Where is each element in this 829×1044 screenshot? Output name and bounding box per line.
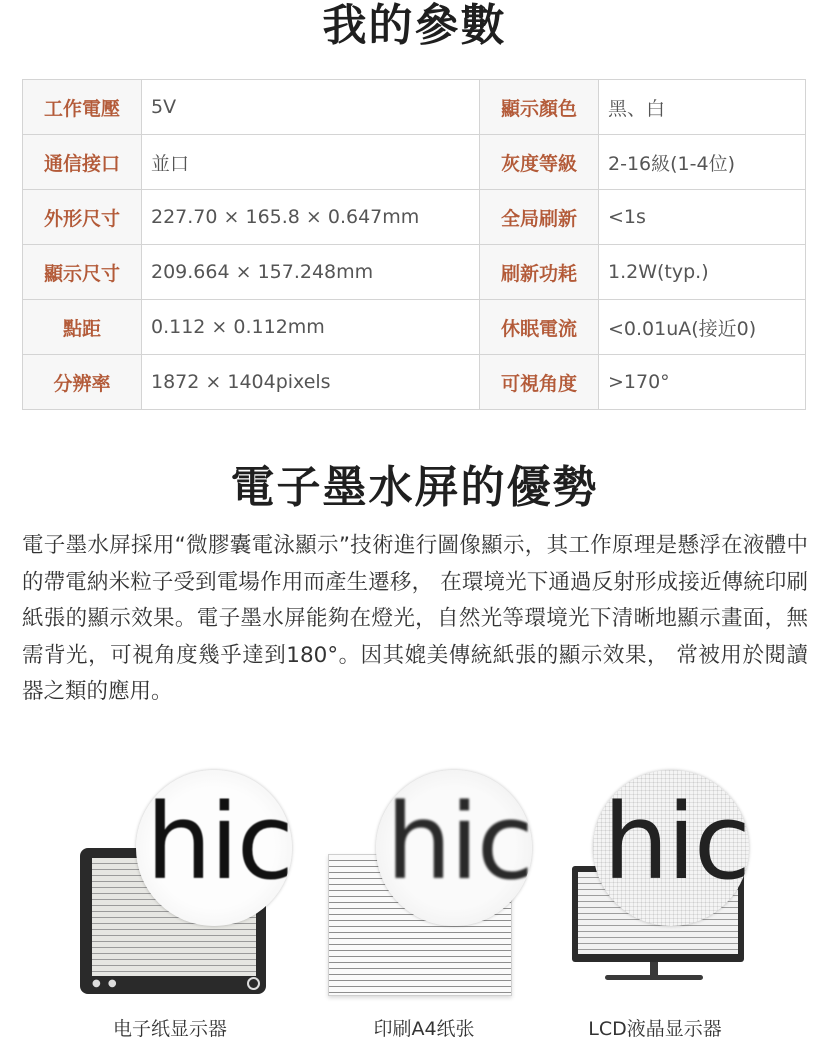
advantages-paragraph: 電子墨水屏採用“微膠囊電泳顯示”技術進行圖像顯示，其工作原理是懸浮在液體中的帶電納米粒子受到電場作用而產生遷移， 在環境光下通過反射形成接近傳統印刷紙張的顯示效果。電子墨水屏能夠在燈光，自然光等環境光下清晰地顯示畫面，無需背光，可視角度幾乎達到180°。因其媲美傳統紙張的顯示效果， 常被用於閱讀器之類的應用。 bbox=[22, 533, 808, 704]
param-key: 全局刷新 bbox=[480, 190, 599, 245]
magnifier-lens bbox=[136, 770, 292, 926]
param-value: 209.664 × 157.248mm bbox=[142, 245, 480, 300]
param-key: 可視角度 bbox=[480, 355, 599, 410]
params-title: 我的參數 bbox=[322, 0, 507, 51]
caption-epaper: 电子纸显示器 bbox=[112, 1018, 227, 1040]
param-key: 刷新功耗 bbox=[480, 245, 599, 300]
magnifier-lens bbox=[593, 770, 749, 926]
paper-figure bbox=[320, 770, 540, 1000]
param-value: 1.2W(typ.) bbox=[599, 245, 806, 300]
magnified-text: hic bbox=[386, 781, 532, 903]
caption-paper: 印刷A4纸张 bbox=[373, 1018, 475, 1040]
param-value: >170° bbox=[599, 355, 806, 410]
param-key: 灰度等級 bbox=[480, 135, 599, 190]
epaper-figure bbox=[78, 770, 303, 1000]
param-value: 0.112 × 0.112mm bbox=[142, 300, 480, 355]
magnified-text: hic bbox=[603, 781, 749, 903]
lcd-figure bbox=[565, 770, 765, 1000]
table-row bbox=[23, 300, 806, 355]
epaper-device-image: ● ● bbox=[80, 848, 266, 994]
table-row bbox=[23, 80, 806, 135]
param-value: <0.01uA(接近0) bbox=[599, 300, 806, 355]
param-value: 1872 × 1404pixels bbox=[142, 355, 480, 410]
param-key: 工作電壓 bbox=[23, 80, 142, 135]
param-key: 點距 bbox=[23, 300, 142, 355]
param-value: 227.70 × 165.8 × 0.647mm bbox=[142, 190, 480, 245]
param-key: 外形尺寸 bbox=[23, 190, 142, 245]
advantages-title: 電子墨水屏的優勢 bbox=[230, 462, 599, 513]
table-row bbox=[23, 245, 806, 300]
param-value: 黑、白 bbox=[599, 80, 806, 135]
param-value: 並口 bbox=[142, 135, 480, 190]
param-key: 休眠電流 bbox=[480, 300, 599, 355]
params-table bbox=[22, 79, 806, 410]
param-key: 顯示顏色 bbox=[480, 80, 599, 135]
table-row bbox=[23, 190, 806, 245]
param-value: 5V bbox=[142, 80, 480, 135]
param-value: <1s bbox=[599, 190, 806, 245]
caption-lcd: LCD液晶显示器 bbox=[588, 1018, 722, 1040]
magnified-text: hic bbox=[146, 781, 292, 903]
table-row bbox=[23, 355, 806, 410]
table-row bbox=[23, 135, 806, 190]
param-key: 分辨率 bbox=[23, 355, 142, 410]
param-value: 2-16級(1-4位) bbox=[599, 135, 806, 190]
magnifier-lens bbox=[376, 770, 532, 926]
param-key: 顯示尺寸 bbox=[23, 245, 142, 300]
param-key: 通信接口 bbox=[23, 135, 142, 190]
